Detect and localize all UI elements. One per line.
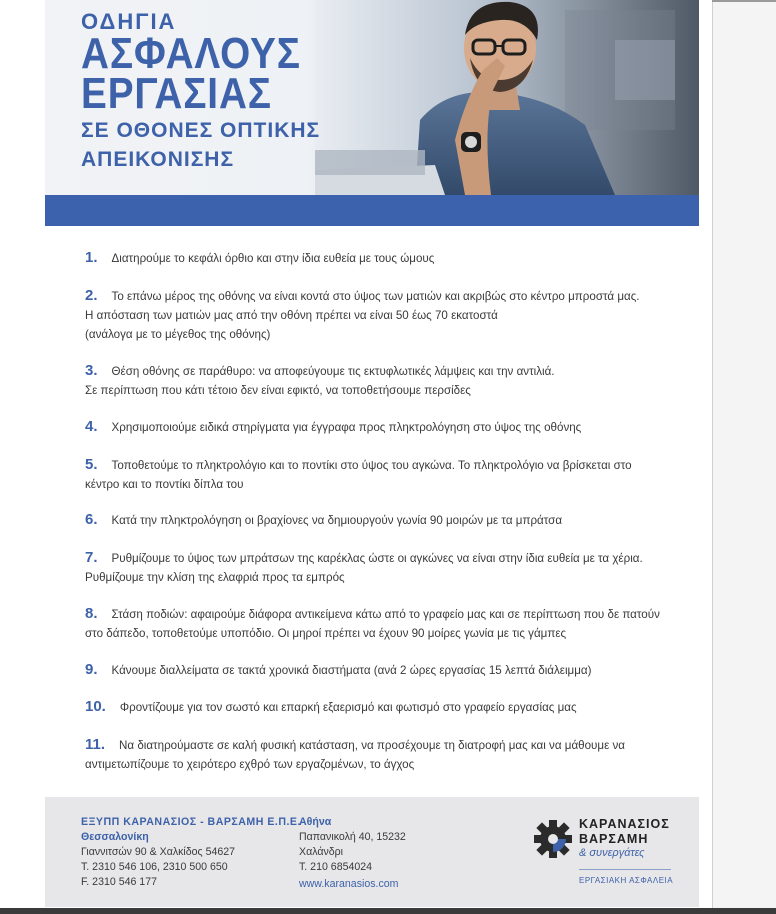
- website-link[interactable]: www.karanasios.com: [299, 878, 399, 890]
- item-text: κέντρο και το ποντίκι δίπλα του: [85, 478, 244, 491]
- title-line-5: ΑΠΕΙΚΟΝΙΣΗΣ: [81, 148, 235, 171]
- logo-tagline: ΕΡΓΑΣΙΑΚΗ ΑΣΦΑΛΕΙΑ: [579, 876, 674, 885]
- item-text: Να διατηρούμαστε σε καλή φυσική κατάσταση, να προσέχουμε τη διατροφή μας και να μάθουμε να: [119, 739, 625, 752]
- window-side-panel: [712, 0, 776, 914]
- item-number: 10.: [85, 698, 106, 715]
- title-line-2: ΑΣΦΑΛΟΥΣ: [81, 29, 301, 78]
- logo-name-line-1: ΚΑΡΑΝΑΣΙΟΣ: [579, 817, 670, 831]
- item-text: Χρησιμοποιούμε ειδικά στηρίγματα για έγγραφα προς πληκτρολόγηση στο ύψος της οθόνης: [111, 421, 582, 434]
- city-athens: Αθήνα: [299, 816, 332, 828]
- city-thessaloniki: Θεσσαλονίκη: [81, 831, 149, 843]
- list-item: [85, 510, 562, 530]
- item-text: Η απόσταση των ματιών μας από την οθόνη πρέπει να είναι 50 έως 70 εκατοστά: [85, 309, 498, 322]
- item-text: Θέση οθόνης σε παράθυρο: να αποφεύγουμε τις εκτυφλωτικές λάμψεις και την αντιλιά.: [111, 365, 555, 378]
- item-text: στο δάπεδο, τοποθετούμε υποπόδιο. Οι μηροί πρέπει να έχουν 90 μοίρες γωνία με τις γάμπες: [85, 627, 567, 640]
- item-number: 2.: [85, 287, 98, 304]
- item-text: Το επάνω μέρος της οθόνης να είναι κοντά στο ύψος των ματιών και ακριβώς στο κέντρο μπροστά μας.: [111, 290, 640, 303]
- item-text: Κατά την πληκτρολόγηση οι βραχίονες να δημιουργούν γωνία 90 μοιρών με τα μπράτσα: [111, 514, 563, 527]
- item-text: Σε περίπτωση που κάτι τέτοιο δεν είναι εφικτό, να τοποθετήσουμε περσίδες: [85, 384, 471, 397]
- footer: [45, 797, 699, 907]
- list-item: [85, 604, 660, 643]
- logo-subtitle: & συνεργάτες: [579, 847, 645, 859]
- address-thessaloniki: Γιαννιτσών 90 & Χαλκίδος 54627: [81, 846, 236, 858]
- item-number: 7.: [85, 549, 98, 566]
- list-item: [85, 455, 632, 494]
- item-number: 1.: [85, 249, 98, 266]
- logo-divider: [579, 869, 671, 870]
- list-item: [85, 735, 625, 774]
- window-bottom-edge: [0, 908, 776, 914]
- item-number: 4.: [85, 418, 98, 435]
- item-text: Φροντίζουμε για τον σωστό και επαρκή εξαερισμό και φωτισμό στο γραφείο εργασίας μας: [119, 701, 577, 714]
- item-text: αντιμετωπίζουμε το χειρότερο εχθρό των εργαζομένων, το άγχος: [85, 758, 415, 771]
- window-top-edge: [712, 0, 776, 2]
- item-text: Ρυθμίζουμε την κλίση της ελαφριά προς τα εμπρός: [85, 571, 345, 584]
- company-logo: [533, 817, 683, 892]
- header-divider-bar: [45, 195, 699, 226]
- title-line-3: ΕΡΓΑΣΙΑΣ: [81, 69, 272, 118]
- list-item: [85, 286, 640, 344]
- item-number: 5.: [85, 456, 98, 473]
- fax-thessaloniki: F. 2310 546 177: [81, 876, 157, 888]
- title-line-4: ΣΕ ΟΘΟΝΕΣ ΟΠΤΙΚΗΣ: [81, 119, 321, 142]
- title-line-1: ΟΔΗΓΙΑ: [81, 9, 177, 34]
- phone-thessaloniki: T. 2310 546 106, 2310 500 650: [81, 861, 228, 873]
- phone-athens: T. 210 6854024: [299, 861, 373, 873]
- document-page: [45, 0, 699, 914]
- item-text: (ανάλογα με το μέγεθος της οθόνης): [85, 328, 271, 341]
- address-athens-2: Χαλάνδρι: [299, 846, 344, 858]
- item-number: 9.: [85, 661, 98, 678]
- item-text: Ρυθμίζουμε το ύψος των μπράτσων της καρέκλας ώστε οι αγκώνες να είναι στην ίδια ευθεία με τα χέρια.: [111, 552, 643, 565]
- document-title: [81, 10, 331, 172]
- item-text: Στάση ποδιών: αφαιρούμε διάφορα αντικείμενα κάτω από το γραφείο μας και σε περίπτωση που δε πατούν: [111, 608, 660, 621]
- company-name: ΕΞΥΠΠ ΚΑΡΑΝΑΣΙΟΣ - ΒΑΡΣΑΜΗ Ε.Π.Ε.: [81, 816, 301, 828]
- item-text: Διατηρούμε το κεφάλι όρθιο και στην ίδια ευθεία με τους ώμους: [111, 252, 435, 265]
- address-athens-1: Παπανικολή 40, 15232: [299, 831, 406, 843]
- list-item: [85, 548, 643, 587]
- item-number: 6.: [85, 511, 98, 528]
- header-banner: [45, 0, 699, 195]
- gear-icon: [533, 819, 573, 859]
- item-number: 8.: [85, 605, 98, 622]
- man-at-computer-photo: [315, 0, 699, 195]
- list-item: [85, 660, 591, 680]
- footer-athens: [299, 815, 406, 892]
- footer-thessaloniki: [81, 815, 301, 890]
- item-number: 11.: [85, 736, 106, 753]
- item-number: 3.: [85, 362, 98, 379]
- logo-name-line-2: ΒΑΡΣΑΜΗ: [579, 832, 649, 846]
- list-item: [85, 248, 434, 268]
- list-item: [85, 361, 555, 400]
- item-text: Κάνουμε διαλλείματα σε τακτά χρονικά διαστήματα (ανά 2 ώρες εργασίας 15 λεπτά διάλειμμα): [111, 664, 592, 677]
- item-text: Τοποθετούμε το πληκτρολόγιο και το ποντίκι στο ύψος του αγκώνα. Το πληκτρολόγιο να βρίσκεται στο: [111, 459, 632, 472]
- logo-name: [579, 817, 670, 847]
- list-item: [85, 697, 577, 717]
- list-item: [85, 417, 581, 437]
